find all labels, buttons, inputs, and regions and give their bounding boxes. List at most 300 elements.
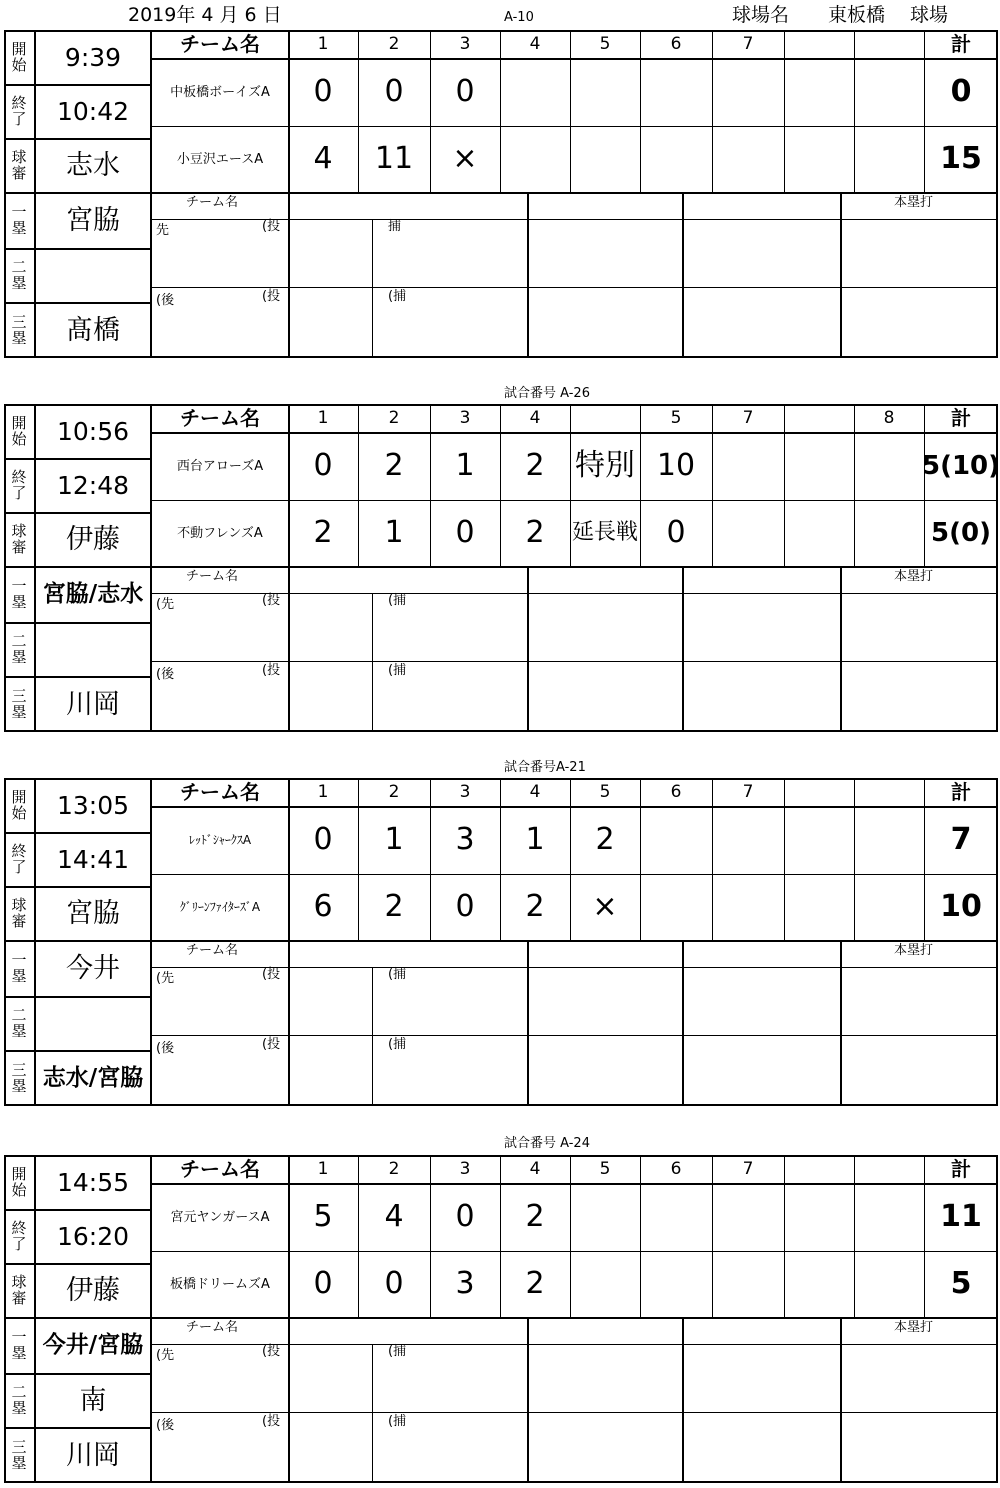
inning-header: 3 [459, 33, 471, 54]
inning-header [784, 30, 854, 58]
team-total: 7 [950, 822, 972, 857]
inning-score [640, 126, 712, 192]
third-base-label-char: 三 [11, 1437, 27, 1456]
start-label-char: 始 [11, 1181, 27, 1199]
inning-score: 2 [313, 515, 333, 550]
third-base-umpire: 髙橋 [66, 314, 120, 346]
inning-score: 0 [455, 1199, 475, 1234]
umpire-label-char: 球 [11, 147, 27, 166]
second-catcher-label: (捕 [388, 1414, 407, 1429]
third-base-label [4, 676, 34, 732]
umpire-name: 志水 [66, 149, 120, 181]
team-total: 5(10) [921, 451, 1000, 481]
inning-header [784, 404, 854, 432]
start-label-char: 開 [11, 413, 27, 432]
umpire-label [4, 1263, 34, 1317]
third-base-label-char: 三 [11, 1060, 27, 1079]
team-name: 宮元ヤンガースA [170, 1209, 270, 1225]
team-name: 不動フレンズA [177, 525, 263, 541]
grid-line [372, 593, 373, 732]
end-label [4, 1209, 34, 1263]
homerun-header: 本塁打 [894, 569, 934, 584]
inning-score [854, 58, 924, 126]
homerun-header: 本塁打 [894, 195, 934, 210]
total-header: 計 [951, 780, 971, 804]
grid-line [150, 940, 998, 942]
second-pitcher-label: (投 [262, 1414, 281, 1429]
inning-score: 0 [313, 448, 333, 483]
first-base-umpire: 今井 [66, 952, 120, 984]
grid-line [840, 192, 842, 358]
inning-score [854, 806, 924, 874]
pitcher-team-header: チーム名 [186, 1320, 239, 1335]
inning-score [640, 1251, 712, 1317]
grid-line [288, 1317, 290, 1483]
second-base-umpire [36, 622, 150, 676]
umpire-label-char: 球 [11, 521, 27, 540]
second-catcher-label: (捕 [388, 1037, 407, 1052]
inning-score [854, 126, 924, 192]
grid-line [682, 1317, 684, 1483]
score-sheet [4, 30, 998, 358]
inning-score: 0 [313, 74, 333, 109]
inning-header: 6 [670, 33, 682, 54]
inning-header [854, 778, 924, 806]
inning-header: 4 [529, 781, 541, 802]
inning-header: 5 [599, 33, 611, 54]
second-base-label-char: 塁 [11, 274, 27, 292]
inning-header: 5 [599, 1158, 611, 1179]
team-total: 15 [940, 141, 982, 176]
inning-header: 2 [388, 1158, 400, 1179]
team-total: 5(0) [931, 518, 991, 548]
first-base-label-char: 塁 [11, 967, 27, 985]
inning-score: 特別 [575, 448, 635, 483]
second-base-label [4, 622, 34, 676]
end-label-char: 終 [11, 467, 27, 486]
umpire-label [4, 512, 34, 566]
inning-score: 0 [455, 74, 475, 109]
third-base-label-char: 塁 [11, 703, 27, 721]
inning-header: 3 [459, 1158, 471, 1179]
inning-header: 1 [317, 1158, 329, 1179]
end-label [4, 832, 34, 886]
end-label-char: 終 [11, 841, 27, 860]
start-label-char: 開 [11, 39, 27, 58]
first-base-label [4, 192, 34, 248]
third-base-label-char: 塁 [11, 1077, 27, 1095]
inning-score [640, 1183, 712, 1251]
inning-score [500, 58, 570, 126]
inning-header: 5 [599, 781, 611, 802]
inning-header [784, 1155, 854, 1183]
second-team-label: (後 [156, 667, 175, 682]
inning-score: 2 [525, 889, 545, 924]
game-title: 試合番号A-21 [504, 760, 586, 775]
inning-header: 7 [742, 781, 754, 802]
inning-header [854, 1155, 924, 1183]
grid-line [150, 566, 998, 568]
umpire-label-char: 審 [11, 912, 27, 930]
first-base-label-char: 塁 [11, 593, 27, 611]
grid-line [150, 1317, 998, 1319]
total-header: 計 [951, 406, 971, 430]
end-time: 14:41 [56, 844, 130, 874]
inning-header: 7 [742, 407, 754, 428]
first-base-label [4, 566, 34, 622]
start-time: 14:55 [56, 1167, 130, 1197]
inning-header: 1 [317, 407, 329, 428]
inning-score [854, 1251, 924, 1317]
team-total: 5 [950, 1266, 972, 1301]
umpire-label-char: 球 [11, 895, 27, 914]
second-base-label-char: 二 [11, 1005, 27, 1024]
inning-header: 4 [529, 1158, 541, 1179]
second-base-umpire [36, 248, 150, 302]
inning-header: 5 [670, 407, 682, 428]
second-team-label: (後 [156, 1041, 175, 1056]
third-base-umpire: 志水/宮脇 [42, 1064, 144, 1091]
second-base-label-char: 二 [11, 1382, 27, 1401]
game-title: 試合番号 A-26 [504, 386, 590, 401]
game-title: 試合番号 A-24 [504, 1136, 590, 1151]
inning-header: 7 [742, 33, 754, 54]
inning-score: 1 [384, 515, 404, 550]
inning-score [854, 500, 924, 566]
end-label-char: 終 [11, 93, 27, 112]
inning-score: 0 [384, 74, 404, 109]
team-name-header: チーム名 [180, 1157, 260, 1181]
first-base-label-char: 一 [11, 202, 27, 221]
first-team-label: (先 [156, 597, 175, 612]
grid-line [150, 661, 998, 662]
inning-score [854, 432, 924, 500]
team-name: 中板橋ボーイズA [170, 84, 270, 100]
grid-line [527, 940, 529, 1106]
pitcher-team-header: チーム名 [186, 569, 239, 584]
third-base-label [4, 1427, 34, 1483]
inning-score [712, 1251, 784, 1317]
grid-line [372, 1344, 373, 1483]
second-team-label: (後 [156, 293, 175, 308]
venue-name: 東板橋 [828, 4, 886, 26]
inning-score: 1 [455, 448, 475, 483]
inning-score: 2 [525, 1266, 545, 1301]
venue-label: 球場名 [732, 4, 790, 26]
first-pitcher-label: (投 [262, 967, 281, 982]
inning-header [784, 778, 854, 806]
game-number: A-10 [504, 10, 534, 25]
grid-line [840, 940, 842, 1106]
umpire-label-char: 審 [11, 1289, 27, 1307]
second-catcher-label: (捕 [388, 663, 407, 678]
inning-score [500, 126, 570, 192]
pitcher-team-header: チーム名 [186, 943, 239, 958]
inning-score: 4 [313, 141, 333, 176]
inning-score: 3 [455, 822, 475, 857]
inning-score: 0 [666, 515, 686, 550]
second-base-label [4, 248, 34, 302]
start-label [4, 30, 34, 84]
end-label-char: 了 [11, 858, 27, 876]
start-label [4, 404, 34, 458]
inning-header: 2 [388, 781, 400, 802]
inning-score: × [452, 141, 478, 176]
start-label-char: 始 [11, 56, 27, 74]
umpire-label-char: 審 [11, 538, 27, 556]
end-time: 10:42 [56, 96, 130, 126]
grid-line [4, 356, 998, 358]
team-name: ｸﾞﾘｰﾝﾌｧｲﾀｰｽﾞA [179, 900, 261, 914]
inning-score: 6 [313, 889, 333, 924]
umpire-label [4, 138, 34, 192]
first-pitcher-label: (投 [262, 593, 281, 608]
second-base-label-char: 二 [11, 257, 27, 276]
inning-score [784, 58, 854, 126]
inning-score [854, 1183, 924, 1251]
third-base-label-char: 塁 [11, 329, 27, 347]
inning-score: 3 [455, 1266, 475, 1301]
inning-score [712, 500, 784, 566]
inning-score [784, 1183, 854, 1251]
inning-header: 4 [529, 33, 541, 54]
inning-score [570, 126, 640, 192]
end-label-char: 了 [11, 110, 27, 128]
inning-score: 2 [525, 515, 545, 550]
second-base-label-char: 二 [11, 631, 27, 650]
inning-score: 0 [384, 1266, 404, 1301]
start-label-char: 開 [11, 1164, 27, 1183]
second-base-umpire [36, 996, 150, 1050]
grid-line [150, 192, 998, 194]
first-base-umpire: 今井/宮脇 [42, 1331, 144, 1358]
inning-score: 0 [313, 1266, 333, 1301]
team-name: 板橋ドリームズA [170, 1276, 270, 1292]
grid-line [840, 1317, 842, 1483]
inning-score [712, 126, 784, 192]
second-catcher-label: (捕 [388, 289, 407, 304]
inning-score [784, 432, 854, 500]
first-team-label: (先 [156, 971, 175, 986]
homerun-header: 本塁打 [894, 943, 934, 958]
inning-header: 6 [670, 1158, 682, 1179]
start-label [4, 778, 34, 832]
first-base-label-char: 一 [11, 576, 27, 595]
inning-score [784, 874, 854, 940]
first-pitcher-label: (投 [262, 1344, 281, 1359]
inning-score: 0 [455, 889, 475, 924]
third-base-umpire: 川岡 [66, 688, 120, 720]
third-base-label [4, 302, 34, 358]
second-base-label-char: 塁 [11, 1399, 27, 1417]
team-name: 西台アローズA [176, 458, 264, 474]
third-base-label-char: 塁 [11, 1454, 27, 1472]
third-base-label [4, 1050, 34, 1106]
team-name-header: チーム名 [180, 406, 260, 430]
first-base-label-char: 塁 [11, 219, 27, 237]
start-time: 13:05 [56, 790, 130, 820]
score-sheet [4, 778, 998, 1106]
grid-line [4, 730, 998, 732]
team-total: 11 [940, 1199, 982, 1234]
first-team-label: (先 [156, 1348, 175, 1363]
first-base-umpire: 宮脇 [66, 204, 120, 236]
inning-header: 2 [388, 33, 400, 54]
umpire-label-char: 球 [11, 1272, 27, 1291]
inning-header: 3 [459, 407, 471, 428]
inning-score [712, 58, 784, 126]
first-base-label-char: 塁 [11, 1344, 27, 1362]
inning-score: 5 [313, 1199, 333, 1234]
inning-score: 2 [525, 1199, 545, 1234]
inning-score: 2 [384, 889, 404, 924]
grid-line [150, 287, 998, 288]
start-label [4, 1155, 34, 1209]
inning-score [784, 1251, 854, 1317]
first-catcher-label: (捕 [388, 1344, 407, 1359]
umpire-name: 伊藤 [66, 523, 120, 555]
start-time: 9:39 [64, 42, 122, 72]
second-team-label: (後 [156, 1418, 175, 1433]
inning-header: 1 [317, 781, 329, 802]
first-pitcher-label: (投 [262, 219, 281, 234]
end-label-char: 了 [11, 1235, 27, 1253]
inning-score [640, 806, 712, 874]
inning-score: 11 [374, 141, 414, 176]
team-name: ﾚｯﾄﾞｼｬｰｸｽA [188, 833, 252, 847]
team-name-header: チーム名 [180, 780, 260, 804]
first-base-label [4, 940, 34, 996]
inning-score: 2 [384, 448, 404, 483]
first-catcher-label: 捕 [388, 219, 402, 234]
venue-suffix: 球場 [910, 4, 949, 26]
umpire-name: 宮脇 [66, 897, 120, 929]
first-catcher-label: (捕 [388, 593, 407, 608]
grid-line [372, 967, 373, 1106]
inning-score: 10 [656, 448, 696, 483]
first-base-label [4, 1317, 34, 1373]
team-total: 0 [950, 74, 972, 109]
inning-score [570, 58, 640, 126]
grid-line [682, 566, 684, 732]
inning-header [570, 404, 640, 432]
umpire-name: 伊藤 [66, 1274, 120, 1306]
grid-line [682, 192, 684, 358]
first-base-label-char: 一 [11, 950, 27, 969]
second-base-label-char: 塁 [11, 648, 27, 666]
grid-line [527, 566, 529, 732]
inning-score: 1 [525, 822, 545, 857]
inning-header: 2 [388, 407, 400, 428]
grid-line [288, 940, 290, 1106]
inning-score: 2 [595, 822, 615, 857]
umpire-label [4, 886, 34, 940]
grid-line [372, 219, 373, 358]
grid-line [840, 566, 842, 732]
inning-score: 0 [455, 515, 475, 550]
third-base-label-char: 三 [11, 312, 27, 331]
inning-score: 0 [313, 822, 333, 857]
inning-score [570, 1183, 640, 1251]
first-base-label-char: 一 [11, 1327, 27, 1346]
umpire-label-char: 審 [11, 164, 27, 182]
inning-header: 8 [883, 407, 895, 428]
inning-score [712, 874, 784, 940]
inning-score: 4 [384, 1199, 404, 1234]
inning-score: × [592, 889, 618, 924]
inning-header: 4 [529, 407, 541, 428]
inning-header: 7 [742, 1158, 754, 1179]
second-base-label [4, 996, 34, 1050]
inning-header: 1 [317, 33, 329, 54]
grid-line [527, 192, 529, 358]
inning-score [784, 126, 854, 192]
end-label-char: 了 [11, 484, 27, 502]
grid-line [682, 940, 684, 1106]
team-total: 10 [940, 889, 982, 924]
grid-line [150, 1412, 998, 1413]
second-base-label-char: 塁 [11, 1022, 27, 1040]
inning-header [854, 30, 924, 58]
inning-score [640, 58, 712, 126]
second-pitcher-label: (投 [262, 1037, 281, 1052]
grid-line [4, 1104, 998, 1106]
inning-score [784, 806, 854, 874]
score-sheet [4, 1155, 998, 1483]
inning-score: 1 [384, 822, 404, 857]
start-label-char: 開 [11, 787, 27, 806]
third-base-umpire: 川岡 [66, 1439, 120, 1471]
first-base-umpire: 宮脇/志水 [42, 580, 144, 607]
date: 2019年 4 月 6 日 [128, 4, 282, 26]
inning-score [712, 1183, 784, 1251]
inning-score: 延長戦 [571, 520, 638, 545]
grid-line [527, 1317, 529, 1483]
second-base-label [4, 1373, 34, 1427]
inning-score [570, 1251, 640, 1317]
first-team-label: 先 [156, 223, 170, 238]
total-header: 計 [951, 1157, 971, 1181]
third-base-label-char: 三 [11, 686, 27, 705]
inning-score [784, 500, 854, 566]
inning-header: 3 [459, 781, 471, 802]
end-label-char: 終 [11, 1218, 27, 1237]
score-sheet [4, 404, 998, 732]
end-label [4, 84, 34, 138]
start-time: 10:56 [56, 416, 130, 446]
end-time: 12:48 [56, 470, 130, 500]
first-catcher-label: (捕 [388, 967, 407, 982]
inning-score: 2 [525, 448, 545, 483]
grid-line [288, 192, 290, 358]
grid-line [150, 1035, 998, 1036]
end-time: 16:20 [56, 1221, 130, 1251]
inning-score [712, 432, 784, 500]
team-name: 小豆沢エースA [176, 151, 264, 167]
total-header: 計 [951, 32, 971, 56]
start-label-char: 始 [11, 804, 27, 822]
team-name-header: チーム名 [180, 32, 260, 56]
homerun-header: 本塁打 [894, 1320, 934, 1335]
inning-score [854, 874, 924, 940]
pitcher-team-header: チーム名 [186, 195, 239, 210]
second-pitcher-label: (投 [262, 289, 281, 304]
second-base-umpire: 南 [79, 1384, 107, 1416]
inning-score [712, 806, 784, 874]
grid-line [288, 566, 290, 732]
end-label [4, 458, 34, 512]
start-label-char: 始 [11, 430, 27, 448]
